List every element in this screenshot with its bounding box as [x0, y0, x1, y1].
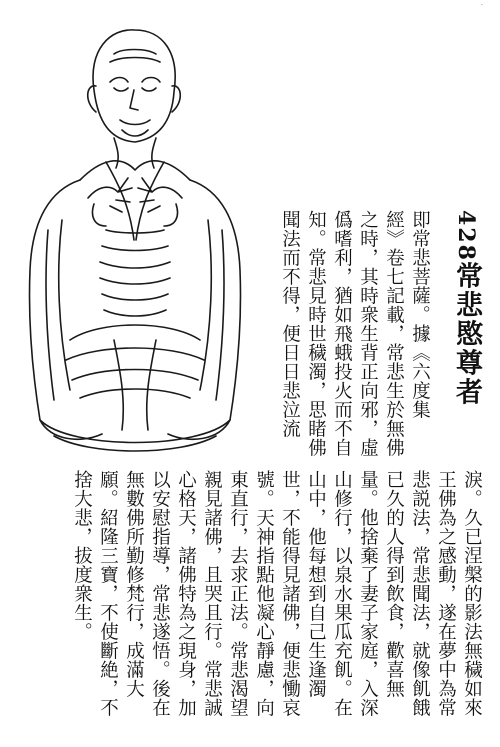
lower-column-12: 心格天，諸佛特為之現身，加: [175, 470, 197, 717]
lower-column-5: 量。他捨棄了妻子家庭，入深: [357, 470, 379, 717]
arhat-illustration: [10, 20, 260, 460]
lower-column-10: 東直行，去求正法。常悲渴望: [227, 470, 249, 717]
lower-column-2: 王佛為之感動，遂在夢中為常: [435, 470, 457, 717]
lower-column-14: 無數佛所勤修梵行，成滿大: [123, 470, 145, 698]
lower-column-8: 世，不能得見諸佛，便悲慟哀: [279, 470, 301, 717]
upper-column-3: 之時，其時衆生背正向邪，虛: [357, 210, 379, 457]
lower-column-6: 山修行，以泉水果瓜充飢。在: [331, 470, 353, 717]
entry-title: [453, 210, 480, 407]
entry-name: 常悲愍尊者: [451, 261, 482, 407]
right-sleeve: [168, 180, 241, 439]
lower-column-16: 捨大悲，拔度衆生。: [71, 470, 93, 641]
left-hand: [88, 178, 132, 226]
right-hand: [138, 178, 182, 226]
lower-column-3: 悲説法，常悲聞法，就像飢餓: [409, 470, 431, 717]
entry-number: 428: [453, 210, 479, 262]
left-sleeve: [29, 180, 102, 439]
upper-column-6: 聞法而不得，便日日悲泣流: [279, 210, 301, 438]
upper-column-5: 知。常悲見時世穢濁，思睹佛: [305, 210, 327, 457]
lower-column-4: 已久的人得到飲食，歡喜無: [383, 470, 405, 698]
upper-column-1: 即常悲菩薩。據《六度集: [409, 210, 431, 419]
lower-column-1: 淚。久已涅槃的影法無穢如來: [461, 470, 483, 717]
upper-column-4: 僞嗜利，猶如飛蛾投火而不自: [331, 210, 353, 457]
upper-column-2: 經》卷七記載，常悲生於無佛: [383, 210, 405, 457]
lower-column-15: 願。紹隆三寶，不使斷絶，不: [97, 470, 119, 717]
lower-column-9: 號。天神指點他凝心靜慮，向: [253, 470, 275, 717]
lower-column-11: 親見諸佛，且哭且行。常悲誠: [201, 470, 223, 717]
corner-mark: ·: [481, 2, 483, 9]
lower-column-13: 以安慰指導，常悲遂悟。後在: [149, 470, 171, 717]
lower-column-7: 山中，他每想到自己生逢濁: [305, 470, 327, 698]
